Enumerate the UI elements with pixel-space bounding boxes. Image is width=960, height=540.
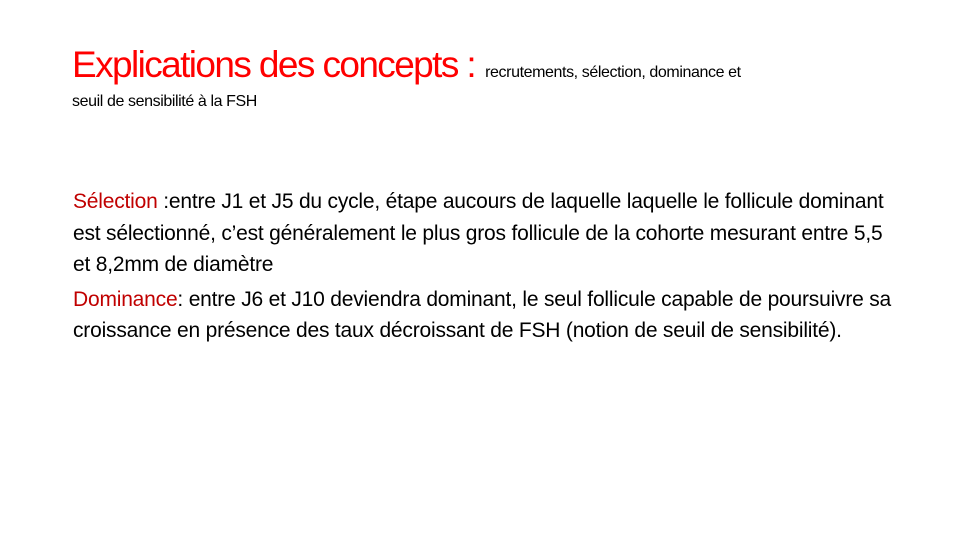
paragraph-selection: [73, 186, 893, 281]
title-main: Explications des concepts :: [72, 44, 476, 85]
slide-body: [73, 186, 893, 350]
slide-title: [72, 46, 912, 111]
term-selection: Sélection: [73, 190, 158, 213]
definition-selection: :entre J1 et J5 du cycle, étape aucours de laquelle laquelle le follicule dominant est sélectionné, c’est généralement le plus gros follicule de la cohorte mesurant entre 5,5 et 8,2mm de diamètre: [73, 190, 884, 276]
term-dominance: Dominance: [73, 287, 178, 311]
title-subtitle-line1: recrutements, sélection, dominance et: [485, 64, 741, 81]
title-subtitle-line2: seuil de sensibilité à la FSH: [72, 93, 257, 110]
title-first-line: [72, 46, 912, 83]
definition-dominance: : entre J6 et J10 deviendra dominant, le seul follicule capable de poursuivre sa croissance en présence des taux décroissant de FSH (notion de seuil de sensibilité).: [73, 287, 892, 342]
paragraph-dominance: [73, 284, 893, 347]
